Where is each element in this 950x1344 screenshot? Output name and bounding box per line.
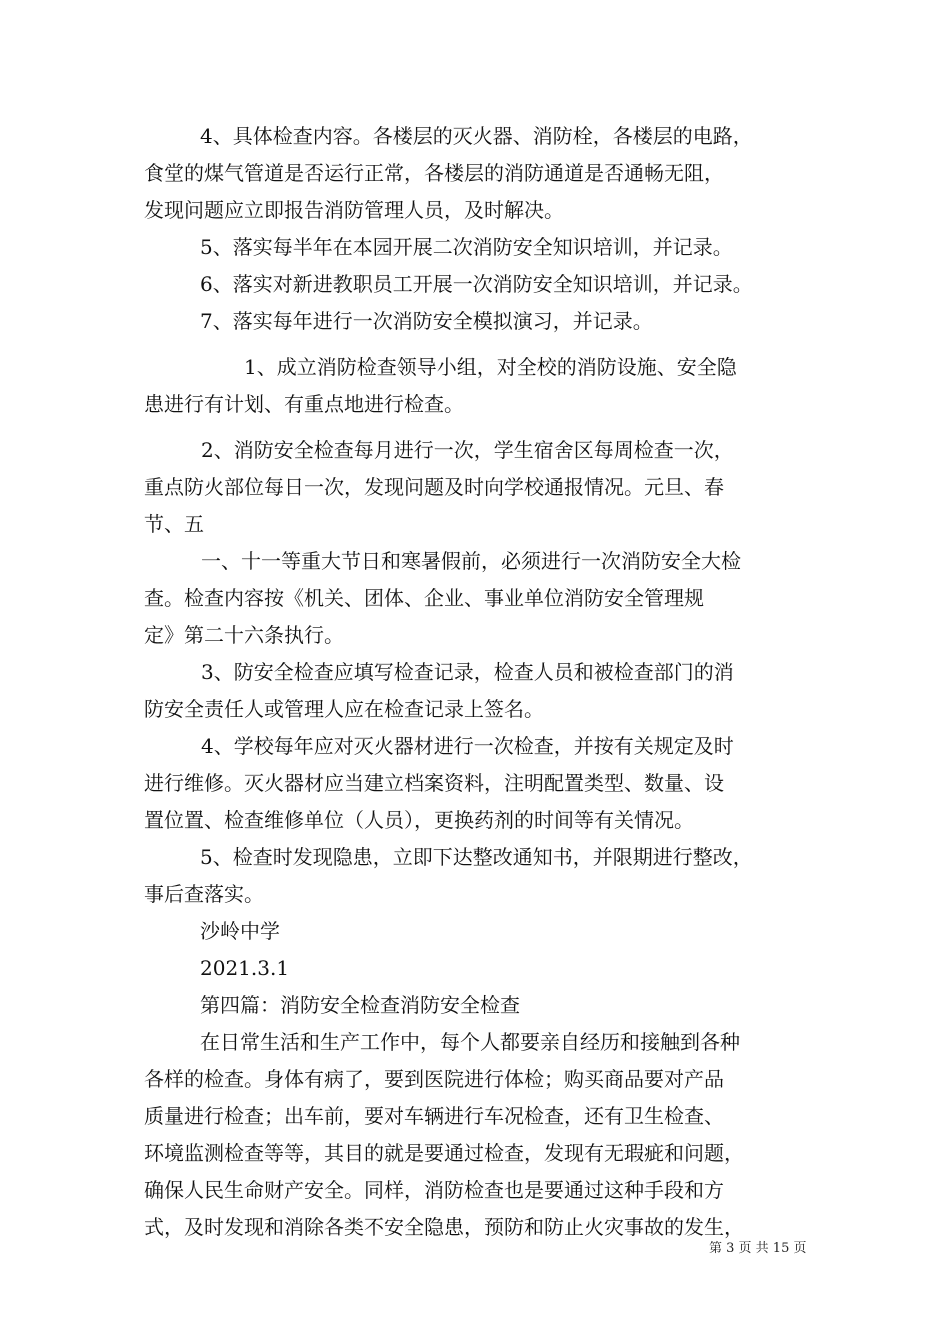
text-line: 事后查落实。 (144, 882, 264, 906)
text-line: 4、具体检查内容。各楼层的灭火器、消防栓，各楼层的电路， (200, 124, 753, 148)
text-line: 环境监测检查等等，其目的就是要通过检查，发现有无瑕疵和问题， (144, 1141, 744, 1165)
text-line: 查。检查内容按《机关、团体、企业、事业单位消防安全管理规 (144, 586, 704, 610)
text-line: 一、十一等重大节日和寒暑假前，必须进行一次消防安全大检 (201, 549, 741, 573)
text-line: 食堂的煤气管道是否运行正常，各楼层的消防通道是否通畅无阻， (144, 161, 724, 185)
text-line: 2、消防安全检查每月进行一次，学生宿舍区每周检查一次， (201, 438, 734, 462)
text-line: 置位置、检查维修单位（人员），更换药剂的时间等有关情况。 (144, 808, 694, 832)
text-line: 定》第二十六条执行。 (144, 623, 344, 647)
text-line: 各样的检查。身体有病了，要到医院进行体检；购买商品要对产品 (144, 1067, 724, 1091)
document-date: 2021.3.1 (200, 956, 290, 980)
section-heading: 第四篇：消防安全检查消防安全检查 (200, 993, 520, 1017)
document-body (144, 118, 828, 1246)
text-line: 5、落实每半年在本园开展二次消防安全知识培训，并记录。 (200, 235, 733, 259)
paragraph-gap (144, 340, 828, 349)
text-line: 4、学校每年应对灭火器材进行一次检查，并按有关规定及时 (201, 734, 734, 758)
text-line: 6、落实对新进教职员工开展一次消防安全知识培训，并记录。 (200, 272, 753, 296)
text-line: 7、落实每年进行一次消防安全模拟演习，并记录。 (200, 309, 653, 333)
text-line: 式，及时发现和消除各类不安全隐患，预防和防止火灾事故的发生， (144, 1215, 744, 1239)
text-line: 患进行有计划、有重点地进行检查。 (144, 392, 464, 416)
text-line: 质量进行检查；出车前，要对车辆进行车况检查，还有卫生检查、 (144, 1104, 724, 1128)
text-line: 重点防火部位每日一次，发现问题及时向学校通报情况。元旦、春 (144, 475, 724, 499)
text-line: 在日常生活和生产工作中，每个人都要亲自经历和接触到各种 (200, 1030, 740, 1054)
text-line: 1、成立消防检查领导小组，对全校的消防设施、安全隐 (244, 355, 737, 379)
text-line: 5、检查时发现隐患，立即下达整改通知书，并限期进行整改， (200, 845, 753, 869)
text-line: 3、防安全检查应填写检查记录，检查人员和被检查部门的消 (201, 660, 734, 684)
text-line: 防安全责任人或管理人应在检查记录上签名。 (144, 697, 544, 721)
text-line: 发现问题应立即报告消防管理人员，及时解决。 (144, 198, 564, 222)
school-name: 沙岭中学 (200, 919, 280, 943)
text-line: 确保人民生命财产安全。同样，消防检查也是要通过这种手段和方 (144, 1178, 724, 1202)
text-line: 节、五 (144, 512, 204, 536)
text-line: 进行维修。灭火器材应当建立档案资料，注明配置类型、数量、设 (144, 771, 724, 795)
paragraph-gap (144, 423, 828, 432)
page-number-footer: 第 3 页 共 15 页 (709, 1241, 807, 1256)
